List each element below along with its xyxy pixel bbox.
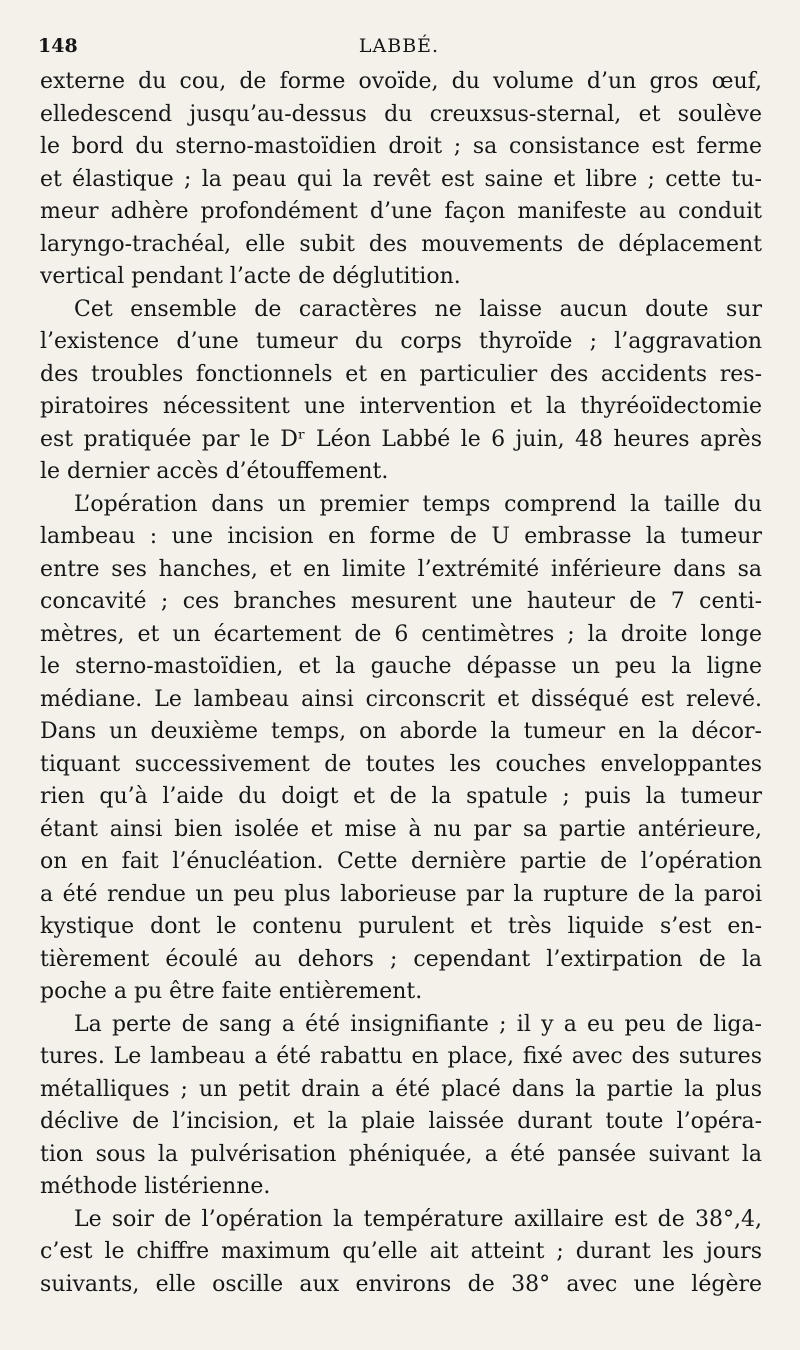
text-line: est pratiquée par le Dʳ Léon Labbé le 6 juin, 48 heures après — [40, 426, 762, 452]
text-line: des troubles fonctionnels et en particulier des accidents res- — [40, 361, 762, 387]
paragraph-5 — [40, 1204, 762, 1302]
text-line: Cet ensemble de caractères ne laisse aucun doute sur — [74, 296, 762, 322]
text-line: poche a pu être faite entièrement. — [40, 979, 423, 1004]
text-line: tièrement écoulé au dehors ; cependant l’extirpation de la — [40, 946, 762, 972]
text-line: on en fait l’énucléation. Cette dernière partie de l’opération — [40, 849, 762, 874]
text-line: le dernier accès d’étouffement. — [40, 459, 389, 484]
text-line: médiane. Le lambeau ainsi circonscrit et disséqué est relevé. — [40, 686, 762, 712]
text-line: externe du cou, de forme ovoïde, du volume d’un gros œuf, — [40, 69, 762, 94]
paragraph-4 — [40, 1009, 762, 1204]
text-line: mètres, et un écartement de 6 centimètres ; la droite longe — [40, 621, 762, 647]
text-line: méthode listérienne. — [40, 1174, 271, 1199]
page-number: 148 — [38, 35, 78, 57]
text-line: déclive de l’incision, et la plaie laissée durant toute l’opéra- — [40, 1109, 762, 1134]
text-line: l’existence d’une tumeur du corps thyroïde ; l’aggravation — [40, 329, 762, 354]
text-line: kystique dont le contenu purulent et très liquide s’est en- — [40, 914, 762, 939]
text-line: rien qu’à l’aide du doigt et de la spatule ; puis la tumeur — [40, 784, 762, 809]
text-line: Le soir de l’opération la température axillaire est de 38°,4, — [74, 1206, 762, 1232]
text-line: laryngo-trachéal, elle subit des mouvements de déplacement — [40, 231, 762, 257]
text-line: elledescend jusqu’au-dessus du creuxsus-sternal, et soulève — [40, 101, 762, 127]
paragraph-3 — [40, 489, 762, 1009]
text-line: L’opération dans un premier temps comprend la taille du — [74, 491, 762, 517]
text-line: lambeau : une incision en forme de U embrasse la tumeur — [40, 524, 762, 549]
text-line: La perte de sang a été insignifiante ; il y a eu peu de liga- — [74, 1011, 762, 1037]
text-line: piratoires nécessitent une intervention et la thyréoïdectomie — [40, 394, 762, 419]
text-line: le sterno-mastoïdien, et la gauche dépasse un peu la ligne — [40, 654, 762, 679]
paragraph-1 — [40, 66, 762, 294]
page-header — [38, 35, 760, 61]
text-line: tiquant successivement de toutes les couches enveloppantes — [40, 751, 762, 777]
text-line: et élastique ; la peau qui la revêt est saine et libre ; cette tu- — [40, 166, 762, 192]
text-line: suivants, elle oscille aux environs de 38° avec une légère — [40, 1271, 762, 1297]
text-line: étant ainsi bien isolée et mise à nu par sa partie antérieure, — [40, 816, 762, 842]
text-line: c’est le chiffre maximum qu’elle ait atteint ; durant les jours — [40, 1239, 762, 1264]
body-text — [40, 66, 762, 1301]
text-line: métalliques ; un petit drain a été placé dans la partie la plus — [40, 1076, 762, 1102]
text-line: a été rendue un peu plus laborieuse par la rupture de la paroi — [40, 881, 762, 907]
running-head: LABBÉ. — [358, 35, 440, 57]
text-line: concavité ; ces branches mesurent une hauteur de 7 centi- — [40, 589, 762, 614]
text-line: vertical pendant l’acte de déglutition. — [40, 264, 461, 289]
text-line: le bord du sterno-mastoïdien droit ; sa consistance est ferme — [40, 134, 762, 159]
text-line: tures. Le lambeau a été rabattu en place, fixé avec des sutures — [40, 1044, 762, 1069]
text-line: meur adhère profondément d’une façon manifeste au conduit — [40, 199, 762, 224]
text-line: tion sous la pulvérisation phéniquée, a été pansée suivant la — [40, 1141, 762, 1167]
text-line: Dans un deuxième temps, on aborde la tumeur en la décor- — [40, 719, 762, 744]
paragraph-2 — [40, 294, 762, 489]
text-line: entre ses hanches, et en limite l’extrémité inférieure dans sa — [40, 556, 762, 582]
